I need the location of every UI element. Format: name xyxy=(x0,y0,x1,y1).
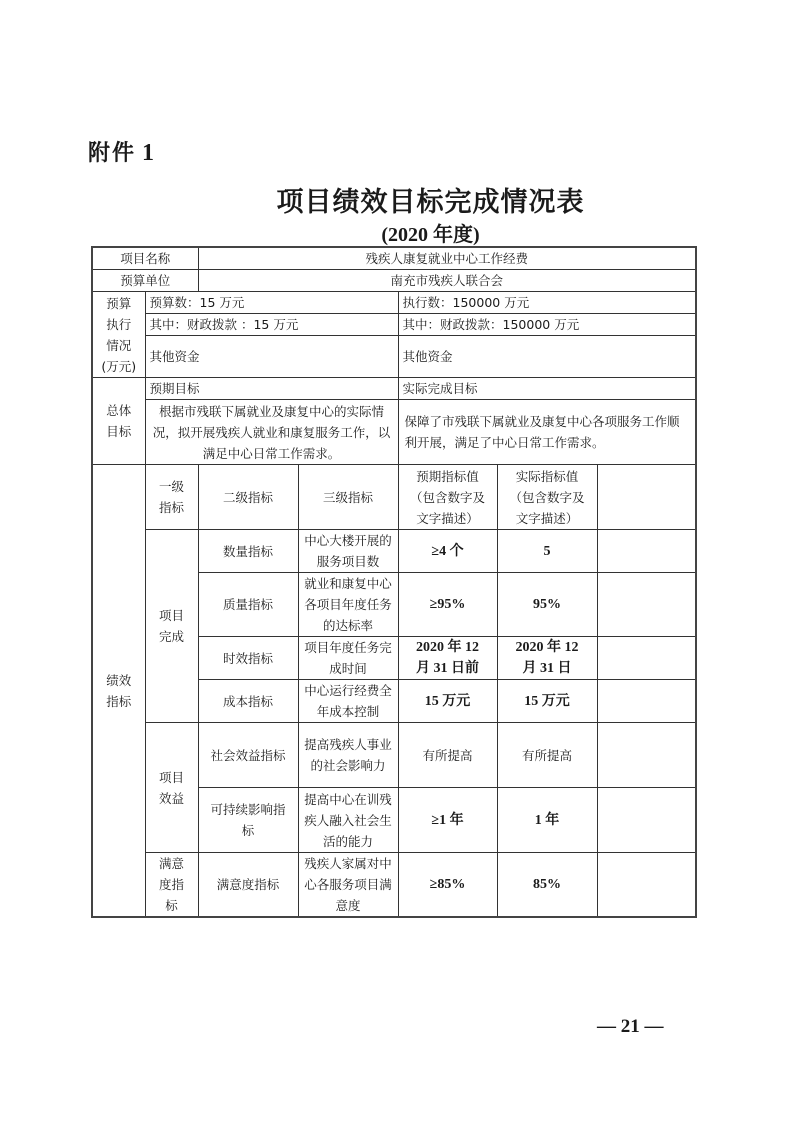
performance-label xyxy=(92,465,145,918)
project-name-value: 残疾人康复就业中心工作经费 xyxy=(198,247,696,270)
goal-header-row xyxy=(92,378,696,400)
actual-value: 85% xyxy=(497,853,597,918)
budget-amount: 预算数：15 万元 xyxy=(145,292,398,314)
actual-value: 15 万元 xyxy=(497,680,597,723)
performance-table xyxy=(91,246,697,918)
header-actual: 实际指标值（包含数字及文字描述） xyxy=(497,465,597,530)
exec-other: 其他资金 xyxy=(398,336,696,378)
level3-cell: 中心运行经费全年成本控制 xyxy=(298,680,398,723)
fiscal-row xyxy=(92,314,696,336)
extra-cell xyxy=(597,788,696,853)
level2-cell: 质量指标 xyxy=(198,573,298,637)
level2-cell: 满意度指标 xyxy=(198,853,298,918)
label-line: 情况 xyxy=(106,337,132,353)
expected-value: ≥85% xyxy=(398,853,497,918)
label-line: 目标 xyxy=(106,424,132,439)
exec-fiscal: 其中：财政拨款：150000 万元 xyxy=(398,314,696,336)
exec-amount: 执行数：150000 万元 xyxy=(398,292,696,314)
attachment-label: 附件 1 xyxy=(88,140,157,166)
level2-cell: 时效指标 xyxy=(198,637,298,680)
extra-cell xyxy=(597,853,696,918)
label-line: 指标 xyxy=(106,693,132,709)
project-name-label: 项目名称 xyxy=(92,247,198,270)
level2-cell: 成本指标 xyxy=(198,680,298,723)
other-funds-row xyxy=(92,336,696,378)
budget-fiscal: 其中：财政拨款 ：15 万元 xyxy=(145,314,398,336)
level3-cell: 中心大楼开展的服务项目数 xyxy=(298,530,398,573)
expected-value: 15 万元 xyxy=(398,680,497,723)
extra-cell xyxy=(597,637,696,680)
expected-value: ≥4 个 xyxy=(398,530,497,573)
extra-cell xyxy=(597,573,696,637)
budget-amount-row xyxy=(92,292,696,314)
actual-value: 95% xyxy=(497,573,597,637)
actual-goal-text: 保障了市残联下属就业及康复中心各项服务工作顺利开展，满足了中心日常工作需求。 xyxy=(398,400,696,465)
level1-satisfaction: 满意度指标 xyxy=(145,853,198,918)
expected-goal-text: 根据市残联下属就业及康复中心的实际情况，拟开展残疾人就业和康复服务工作，以满足中心日常工作需求。 xyxy=(145,400,398,465)
level3-cell: 提高中心在训残疾人融入社会生活的能力 xyxy=(298,788,398,853)
expected-value: ≥95% xyxy=(398,573,497,637)
goal-text-row xyxy=(92,400,696,465)
budget-unit-label: 预算单位 xyxy=(92,270,198,292)
budget-unit-value: 南充市残疾人联合会 xyxy=(198,270,696,292)
indicator-row xyxy=(92,853,696,918)
header-extra xyxy=(597,465,696,530)
actual-value: 有所提高 xyxy=(497,723,597,788)
actual-goal-label: 实际完成目标 xyxy=(398,378,696,400)
extra-cell xyxy=(597,723,696,788)
level1-project-benefit: 项目效益 xyxy=(145,723,198,853)
expected-goal-label: 预期目标 xyxy=(145,378,398,400)
expected-value: 有所提高 xyxy=(398,723,497,788)
budget-other: 其他资金 xyxy=(145,336,398,378)
document-subtitle: (2020 年度) xyxy=(381,224,480,246)
expected-value: ≥1 年 xyxy=(398,788,497,853)
overall-goal-label xyxy=(92,378,145,465)
level1-project-completion: 项目完成 xyxy=(145,530,198,723)
label-line: 执行 xyxy=(106,316,132,332)
extra-cell xyxy=(597,680,696,723)
indicator-row xyxy=(92,723,696,788)
project-name-row xyxy=(92,247,696,270)
level3-cell: 项目年度任务完成时间 xyxy=(298,637,398,680)
label-line: 预算 xyxy=(106,295,132,311)
label-line: 绩效 xyxy=(106,672,132,688)
header-level1: 一级指标 xyxy=(145,465,198,530)
extra-cell xyxy=(597,530,696,573)
page-number: — 21 — xyxy=(597,1016,664,1037)
label-line: (万元) xyxy=(101,358,137,374)
level3-cell: 就业和康复中心各项目年度任务的达标率 xyxy=(298,573,398,637)
indicator-row xyxy=(92,530,696,573)
header-level3: 三级指标 xyxy=(298,465,398,530)
actual-value: 2020 年 12 月 31 日 xyxy=(497,637,597,680)
level3-cell: 残疾人家属对中心各服务项目满意度 xyxy=(298,853,398,918)
expected-value: 2020 年 12 月 31 日前 xyxy=(398,637,497,680)
level2-cell: 可持续影响指标 xyxy=(198,788,298,853)
header-expected: 预期指标值（包含数字及文字描述） xyxy=(398,465,497,530)
budget-unit-row xyxy=(92,270,696,292)
level2-cell: 数量指标 xyxy=(198,530,298,573)
performance-header-row xyxy=(92,465,696,530)
level3-cell: 提高残疾人事业的社会影响力 xyxy=(298,723,398,788)
budget-exec-label xyxy=(92,292,145,378)
actual-value: 1 年 xyxy=(497,788,597,853)
header-level2: 二级指标 xyxy=(198,465,298,530)
actual-value: 5 xyxy=(497,530,597,573)
level2-cell: 社会效益指标 xyxy=(198,723,298,788)
document-title: 项目绩效目标完成情况表 xyxy=(276,187,585,218)
label-line: 总体 xyxy=(106,403,132,418)
